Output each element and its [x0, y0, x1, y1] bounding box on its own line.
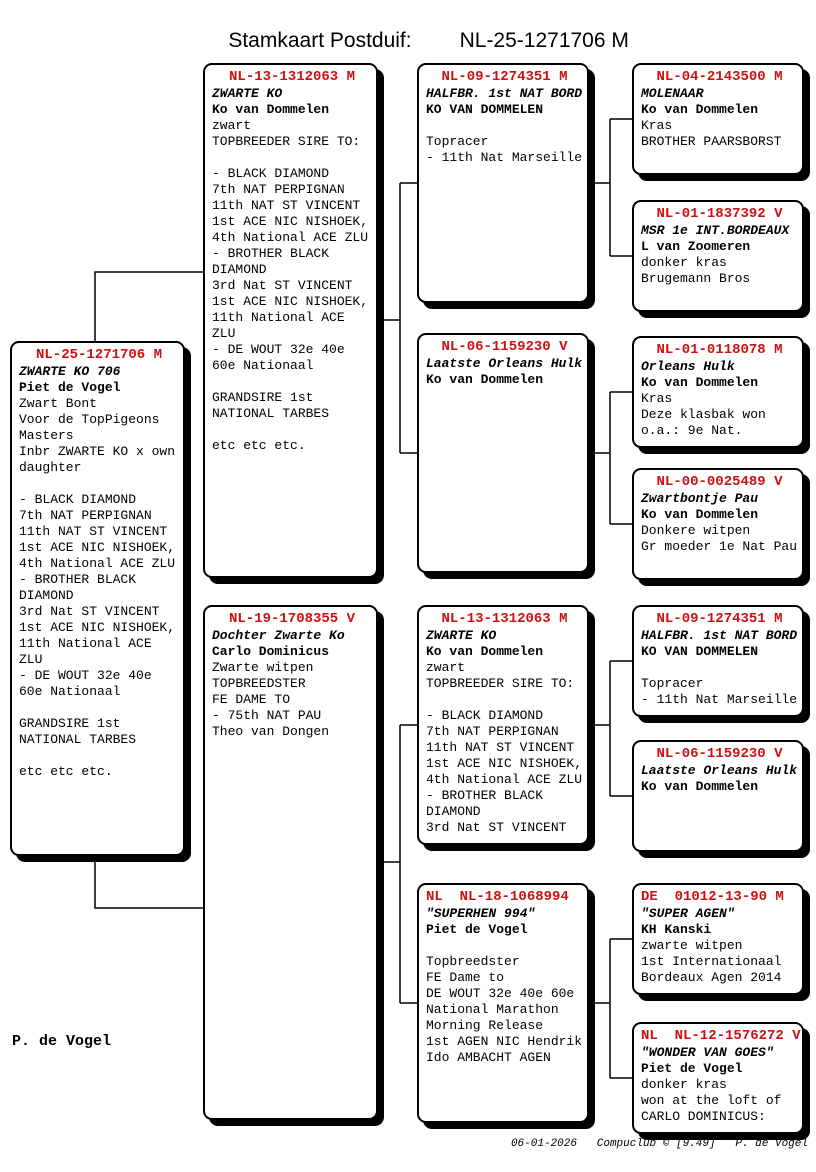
pedigree-text-line: 4th National ACE ZLU [426, 772, 583, 787]
breeder-name: Ko van Dommelen [426, 372, 544, 387]
pigeon-name: ZWARTE KO [426, 628, 497, 643]
pedigree-text-line: TOPBREEDER SIRE TO: [212, 134, 361, 149]
pedigree-text-line: TOPBREEDSTER [212, 676, 306, 691]
pigeon-details [641, 523, 798, 555]
pedigree-text-line [19, 748, 179, 764]
pedigree-text-line [212, 150, 372, 166]
pedigree-text-line: ZLU [212, 326, 236, 341]
pigeon-name: "SUPERHEN 994" [426, 906, 536, 921]
pedigree-text-line: National Marathon [426, 1002, 559, 1017]
pedigree-text-line: FE Dame to [426, 970, 505, 985]
ring-number: NL-25-1271706 M [35, 347, 163, 363]
pedigree-text-line: 7th NAT PERPIGNAN [212, 182, 345, 197]
pedigree-text-line: o.a.: 9e Nat. [641, 423, 743, 438]
pedigree-text-line: zwarte witpen [641, 938, 743, 953]
pedigree-text-line: Gr moeder 1e Nat Pau [641, 539, 798, 554]
pedigree-box-great-grandsire-2 [632, 336, 804, 448]
pedigree-box-great-granddam-3 [632, 740, 804, 852]
page-title-label: Stamkaart Postduif: [228, 29, 412, 52]
pigeon-name: Zwartbontje Pau [641, 491, 759, 506]
pedigree-text-line: - DE WOUT 32e 40e [19, 668, 152, 683]
pedigree-text-line: - 75th NAT PAU [212, 708, 322, 723]
breeder-name: Ko van Dommelen [212, 102, 330, 117]
pigeon-name: Orleans Hulk [641, 359, 735, 374]
pedigree-text-line: DIAMOND [19, 588, 74, 603]
pedigree-box-dam [203, 605, 378, 1120]
pigeon-details [426, 660, 583, 836]
pedigree-text-line: Brugemann Bros [641, 271, 751, 286]
pedigree-text-line: 1st Internationaal [641, 954, 782, 969]
ring-number: NL-01-0118078 M [656, 342, 783, 358]
pigeon-details [19, 396, 179, 780]
pedigree-text-line: 7th NAT PERPIGNAN [426, 724, 559, 739]
pedigree-text-line: 1st ACE NIC NISHOEK, [426, 756, 583, 771]
pigeon-name: "WONDER VAN GOES" [641, 1045, 774, 1060]
ring-number: NL-13-1312063 M [441, 611, 568, 627]
ring-number: NL-13-1312063 M [228, 69, 356, 85]
pedigree-text-line: zwart [426, 660, 466, 675]
pedigree-text-line [426, 118, 583, 134]
pedigree-text-line: BROTHER PAARSBORST [641, 134, 782, 149]
pigeon-name: Laatste Orleans Hulk [426, 356, 583, 371]
breeder-name: Ko van Dommelen [641, 507, 759, 522]
pigeon-details [641, 938, 798, 986]
pedigree-text-line: TOPBREEDER SIRE TO: [426, 676, 575, 691]
ring-number: NL-01-1837392 V [656, 206, 783, 222]
pigeon-details [426, 938, 583, 1066]
pedigree-text-line: 60e Nationaal [212, 358, 314, 373]
pedigree-text-line: Kras [641, 391, 673, 406]
pedigree-text-line: Topracer [426, 134, 489, 149]
pedigree-text-line: Morning Release [426, 1018, 544, 1033]
pigeon-name: HALFBR. 1st NAT BORD [426, 86, 583, 101]
page-title-ring-number: NL-25-1271706 M [459, 29, 629, 52]
breeder-name: Carlo Dominicus [212, 644, 330, 659]
pedigree-text-line: DIAMOND [212, 262, 267, 277]
pedigree-text-line: 1st AGEN NIC Hendrik [426, 1034, 583, 1049]
breeder-name: KH Kanski [641, 922, 712, 937]
pedigree-box-great-granddam-1 [632, 200, 804, 312]
pedigree-text-line: 11th NAT ST VINCENT [212, 198, 361, 213]
pedigree-box-great-granddam-4 [632, 1022, 804, 1134]
ring-number: NL NL-12-1576272 V [641, 1028, 801, 1044]
pigeon-details [212, 118, 372, 454]
pedigree-box-subject [10, 341, 185, 856]
pedigree-box-great-grandsire-3 [632, 605, 804, 717]
pedigree-text-line: won at the loft of [641, 1093, 782, 1108]
pedigree-text-line: 3rd Nat ST VINCENT [19, 604, 160, 619]
breeder-name: Piet de Vogel [641, 1061, 743, 1076]
pedigree-text-line: Donkere witpen [641, 523, 751, 538]
pedigree-text-line: zwart [212, 118, 252, 133]
breeder-name: Ko van Dommelen [641, 102, 759, 117]
pedigree-text-line: - BLACK DIAMOND [426, 708, 544, 723]
breeder-name: L van Zoomeren [641, 239, 751, 254]
pedigree-text-line: 11th NAT ST VINCENT [19, 524, 168, 539]
pedigree-text-line: 4th National ACE ZLU [212, 230, 369, 245]
pedigree-text-line [19, 476, 179, 492]
pedigree-text-line: ZLU [19, 652, 43, 667]
pigeon-details [641, 255, 798, 287]
pedigree-text-line: Voor de TopPigeons [19, 412, 160, 427]
ring-number: NL-06-1159230 V [441, 339, 568, 355]
pedigree-text-line: Inbr ZWARTE KO x own [19, 444, 176, 459]
pedigree-text-line: 11th National ACE [212, 310, 345, 325]
pedigree-text-line: GRANDSIRE 1st [212, 390, 314, 405]
pedigree-text-line: daughter [19, 460, 82, 475]
pigeon-details [641, 118, 798, 150]
ring-number: NL-19-1708355 V [228, 611, 356, 627]
owner-signature: P. de Vogel [12, 1033, 112, 1050]
pedigree-text-line [19, 700, 179, 716]
pedigree-text-line: etc etc etc. [19, 764, 113, 779]
ring-number: NL-06-1159230 V [656, 746, 783, 762]
pigeon-details [426, 118, 583, 166]
breeder-name: Ko van Dommelen [641, 779, 759, 794]
pedigree-box-grandsire-maternal [417, 605, 589, 845]
pedigree-text-line [426, 938, 583, 954]
pedigree-text-line: - BROTHER BLACK [426, 788, 544, 803]
pedigree-text-line: donker kras [641, 255, 727, 270]
pigeon-name: MOLENAAR [641, 86, 704, 101]
ring-number: NL-04-2143500 M [656, 69, 783, 85]
pedigree-text-line: Masters [19, 428, 74, 443]
pedigree-box-grandsire-paternal [417, 63, 589, 303]
pedigree-text-line: - BROTHER BLACK [19, 572, 137, 587]
pedigree-text-line: - 11th Nat Marseille [641, 692, 798, 707]
pedigree-text-line: Bordeaux Agen 2014 [641, 970, 782, 985]
pedigree-text-line: Ido AMBACHT AGEN [426, 1050, 551, 1065]
pedigree-text-line: - BROTHER BLACK [212, 246, 330, 261]
pedigree-text-line: donker kras [641, 1077, 727, 1092]
pedigree-text-line: 11th NAT ST VINCENT [426, 740, 575, 755]
pedigree-text-line [641, 660, 798, 676]
pigeon-name: "SUPER AGEN" [641, 906, 735, 921]
pedigree-text-line: 1st ACE NIC NISHOEK, [212, 214, 369, 229]
pedigree-box-great-grandsire-4 [632, 883, 804, 995]
pigeon-name: HALFBR. 1st NAT BORD [641, 628, 798, 643]
pedigree-text-line: Theo van Dongen [212, 724, 330, 739]
footer-credit: 06-01-2026 Compuclub © [9.49] P. de Vogel [510, 1138, 808, 1150]
pedigree-text-line [426, 692, 583, 708]
pedigree-text-line: DIAMOND [426, 804, 481, 819]
pedigree-text-line: - BLACK DIAMOND [19, 492, 137, 507]
breeder-name: KO VAN DOMMELEN [641, 644, 759, 659]
pedigree-text-line: Topracer [641, 676, 704, 691]
pigeon-name: ZWARTE KO [212, 86, 283, 101]
pedigree-text-line: 1st ACE NIC NISHOEK, [19, 540, 176, 555]
pigeon-name: Laatste Orleans Hulk [641, 763, 798, 778]
pedigree-text-line: Zwart Bont [19, 396, 98, 411]
pedigree-text-line: Kras [641, 118, 673, 133]
pedigree-text-line: Topbreedster [426, 954, 520, 969]
ring-number: DE 01012-13-90 M [641, 889, 784, 905]
breeder-name: KO VAN DOMMELEN [426, 102, 544, 117]
pedigree-text-line: - BLACK DIAMOND [212, 166, 330, 181]
pedigree-text-line: CARLO DOMINICUS: [641, 1109, 766, 1124]
ring-number: NL NL-18-1068994 [426, 889, 569, 905]
breeder-name: Ko van Dommelen [426, 644, 544, 659]
pigeon-details [212, 660, 372, 740]
pigeon-details [641, 391, 798, 439]
pedigree-box-great-granddam-2 [632, 468, 804, 580]
pedigree-text-line: GRANDSIRE 1st [19, 716, 121, 731]
pedigree-text-line [212, 422, 372, 438]
breeder-name: Piet de Vogel [19, 380, 121, 395]
pedigree-box-great-grandsire-1 [632, 63, 804, 175]
pedigree-text-line: - DE WOUT 32e 40e [212, 342, 345, 357]
pigeon-details [641, 1077, 798, 1125]
pedigree-text-line: 3rd Nat ST VINCENT [212, 278, 353, 293]
pigeon-name: Dochter Zwarte Ko [212, 628, 345, 643]
pedigree-text-line: 7th NAT PERPIGNAN [19, 508, 152, 523]
pigeon-name: MSR 1e INT.BORDEAUX [641, 223, 790, 238]
pedigree-box-granddam-maternal [417, 883, 589, 1123]
pedigree-box-sire [203, 63, 378, 578]
pigeon-details [641, 660, 798, 708]
ring-number: NL-00-0025489 V [656, 474, 783, 490]
pedigree-text-line: 3rd Nat ST VINCENT [426, 820, 567, 835]
breeder-name: Piet de Vogel [426, 922, 528, 937]
pedigree-text-line: Zwarte witpen [212, 660, 314, 675]
pedigree-text-line: 60e Nationaal [19, 684, 121, 699]
pedigree-text-line: Deze klasbak won [641, 407, 766, 422]
pedigree-box-granddam-paternal [417, 333, 589, 573]
pedigree-text-line: - 11th Nat Marseille [426, 150, 583, 165]
pedigree-text-line: 1st ACE NIC NISHOEK, [19, 620, 176, 635]
pedigree-text-line: NATIONAL TARBES [19, 732, 137, 747]
pedigree-text-line: DE WOUT 32e 40e 60e [426, 986, 575, 1001]
pigeon-name: ZWARTE KO 706 [19, 364, 121, 379]
pedigree-text-line: etc etc etc. [212, 438, 306, 453]
ring-number: NL-09-1274351 M [441, 69, 568, 85]
pedigree-text-line: 4th National ACE ZLU [19, 556, 176, 571]
pedigree-text-line: 1st ACE NIC NISHOEK, [212, 294, 369, 309]
pedigree-text-line: NATIONAL TARBES [212, 406, 330, 421]
ring-number: NL-09-1274351 M [656, 611, 783, 627]
breeder-name: Ko van Dommelen [641, 375, 759, 390]
pedigree-text-line: FE DAME TO [212, 692, 291, 707]
pedigree-text-line: 11th National ACE [19, 636, 152, 651]
pedigree-text-line [212, 374, 372, 390]
